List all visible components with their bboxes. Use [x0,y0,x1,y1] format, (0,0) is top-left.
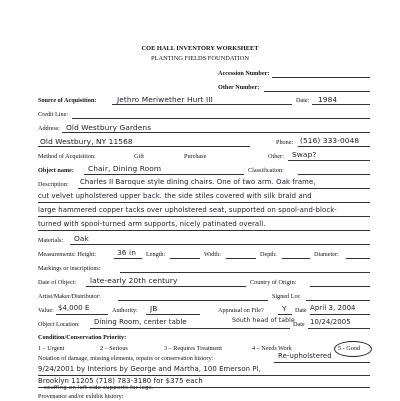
location-line [90,328,290,329]
date-value: 1984 [318,95,338,104]
description-line3 [38,216,370,217]
authority-value: JB [150,304,158,313]
description-line2-value: cut velvet upholstered upper back. the side stiles covered with silk braid and [38,192,312,200]
appraisal-date-line [310,314,370,315]
signed-label: Signed Loc [272,293,301,300]
date-line [312,104,370,105]
appraisal-value: Y [282,304,287,313]
appraisal-date-label: Date [295,307,307,314]
notation-line1 [274,362,370,363]
appraisal-date-value: April 3, 2004 [310,304,356,312]
width-label: Width: [204,251,221,258]
artist-line [118,300,268,301]
markings-label: Markings or inscriptions: [38,265,101,272]
condition-needs-work: 4 – Needs Work [252,345,292,352]
location-detail-value: South head of table [232,317,295,324]
appraisal-line [278,314,292,315]
address-line1-value: Old Westbury Gardens [66,123,152,132]
other-number-label: Other Number: [218,84,260,91]
method-purchase: Purchase [184,153,207,160]
country-line [310,286,370,287]
artist-label: Artist/Maker/Distributor: [38,293,101,300]
location-label: Object Location: [38,321,80,328]
depth-line [282,258,310,259]
worksheet-title: COE HALL INVENTORY WORKSHEET [141,45,259,52]
condition-title: Condition/Conservation Priority: [38,334,127,341]
description-line2 [38,202,370,203]
location-date-value: 10/24/2005 [310,318,351,326]
notation-value: Re-upholstered [278,352,332,360]
description-label: Description: [38,181,69,188]
classification-line [298,174,370,175]
source-label: Source of Acquisition: [38,97,97,104]
phone-line [298,146,370,147]
location-date-label: Date [293,321,305,328]
notation-label: Notation of damage, missing elements, repairs or conservation history: [38,355,214,362]
object-name-line [84,174,244,175]
location-date-line [308,328,370,329]
notation-line2 [38,375,370,376]
other-number-line [264,91,370,92]
description-line4-value: turned with spool-turned arm supports, nicely patinated overall. [38,220,266,228]
value-value: $4,000 E [58,304,90,312]
authority-line [146,314,200,315]
height-line [114,258,142,259]
method-other-label: Other: [268,153,284,160]
notes-line3-value: Brooklyn 11205 (718) 783-3180 for $375 each [38,377,203,385]
diameter-label: Diameter: [314,251,339,258]
date-label: Date: [296,97,310,104]
method-other-line [288,160,370,161]
credit-line [72,118,370,119]
appraisal-label: Appraisal on File? [218,307,264,314]
phone-value: (516) 333-0048 [300,136,360,145]
date-of-object-label: Date of Object: [38,279,77,286]
classification-label: Classification: [248,167,284,174]
address-label: Address: [38,125,60,132]
object-name-value: Chair, Dining Room [88,164,162,173]
description-line4 [38,230,370,231]
diameter-line [346,258,370,259]
condition-good: 5 - Good [338,345,360,352]
foundation-subtitle: PLANTING FIELDS FOUNDATION [151,55,249,62]
description-line3-value: large hammered copper tacks over upholstered seat, supported on spool-and-block- [38,206,337,214]
date-of-object-value: late-early 20th century [90,276,178,285]
method-label: Method of Acquisition: [38,153,96,160]
measurements-label: Measurements: Height: [38,251,96,258]
signed-line [306,300,370,301]
description-line1 [78,188,370,189]
phone-label: Phone: [276,139,294,146]
country-label: Country of Origin: [250,279,297,286]
accession-label: Accession Number: [218,70,270,77]
provenance-label: Provenance and/or exhibit history: [38,393,124,400]
height-value: 36 in [117,248,136,257]
condition-requires-treatment: 3 – Requires Treatment [164,345,222,352]
condition-serious: 2 – Serious [100,345,128,352]
condition-urgent: 1 – Urgent [38,345,65,352]
length-line [170,258,200,259]
notes-line2-value: 9/24/2001 by Interiors by George and Martha, 100 Emerson Pl, [38,365,261,373]
description-line1-value: Charles II Baroque style dining chairs. One of two arm. Oak frame, [80,178,316,186]
date-of-object-line [86,286,246,287]
credit-label: Credit Line: [38,111,69,118]
address-line2 [38,146,250,147]
method-gift: Gift [134,153,144,160]
notation-line3 [38,387,370,388]
depth-label: Depth: [260,251,277,258]
width-line [226,258,256,259]
authority-label: Authority: [112,307,138,314]
method-other-value: Swap? [292,150,317,159]
source-line [112,104,292,105]
materials-value: Oak [74,234,89,243]
condition-selection-circle [334,341,372,357]
value-line [56,314,108,315]
object-name-label: Object name: [38,167,74,174]
materials-line [70,244,370,245]
notes-line4-value: scuffing on left side supports for legs. [44,385,154,391]
address-line2-value: Old Westbury, NY 11568 [40,137,133,146]
length-label: Length: [146,251,166,258]
location-value: Dining Room, center table [94,318,187,326]
materials-label: Materials: [38,237,64,244]
address-line1 [62,132,370,133]
source-value: Jethro Meriwether Hurt III [117,95,213,104]
markings-line [120,272,370,273]
accession-line [272,77,370,78]
value-label: Value: [38,307,54,314]
